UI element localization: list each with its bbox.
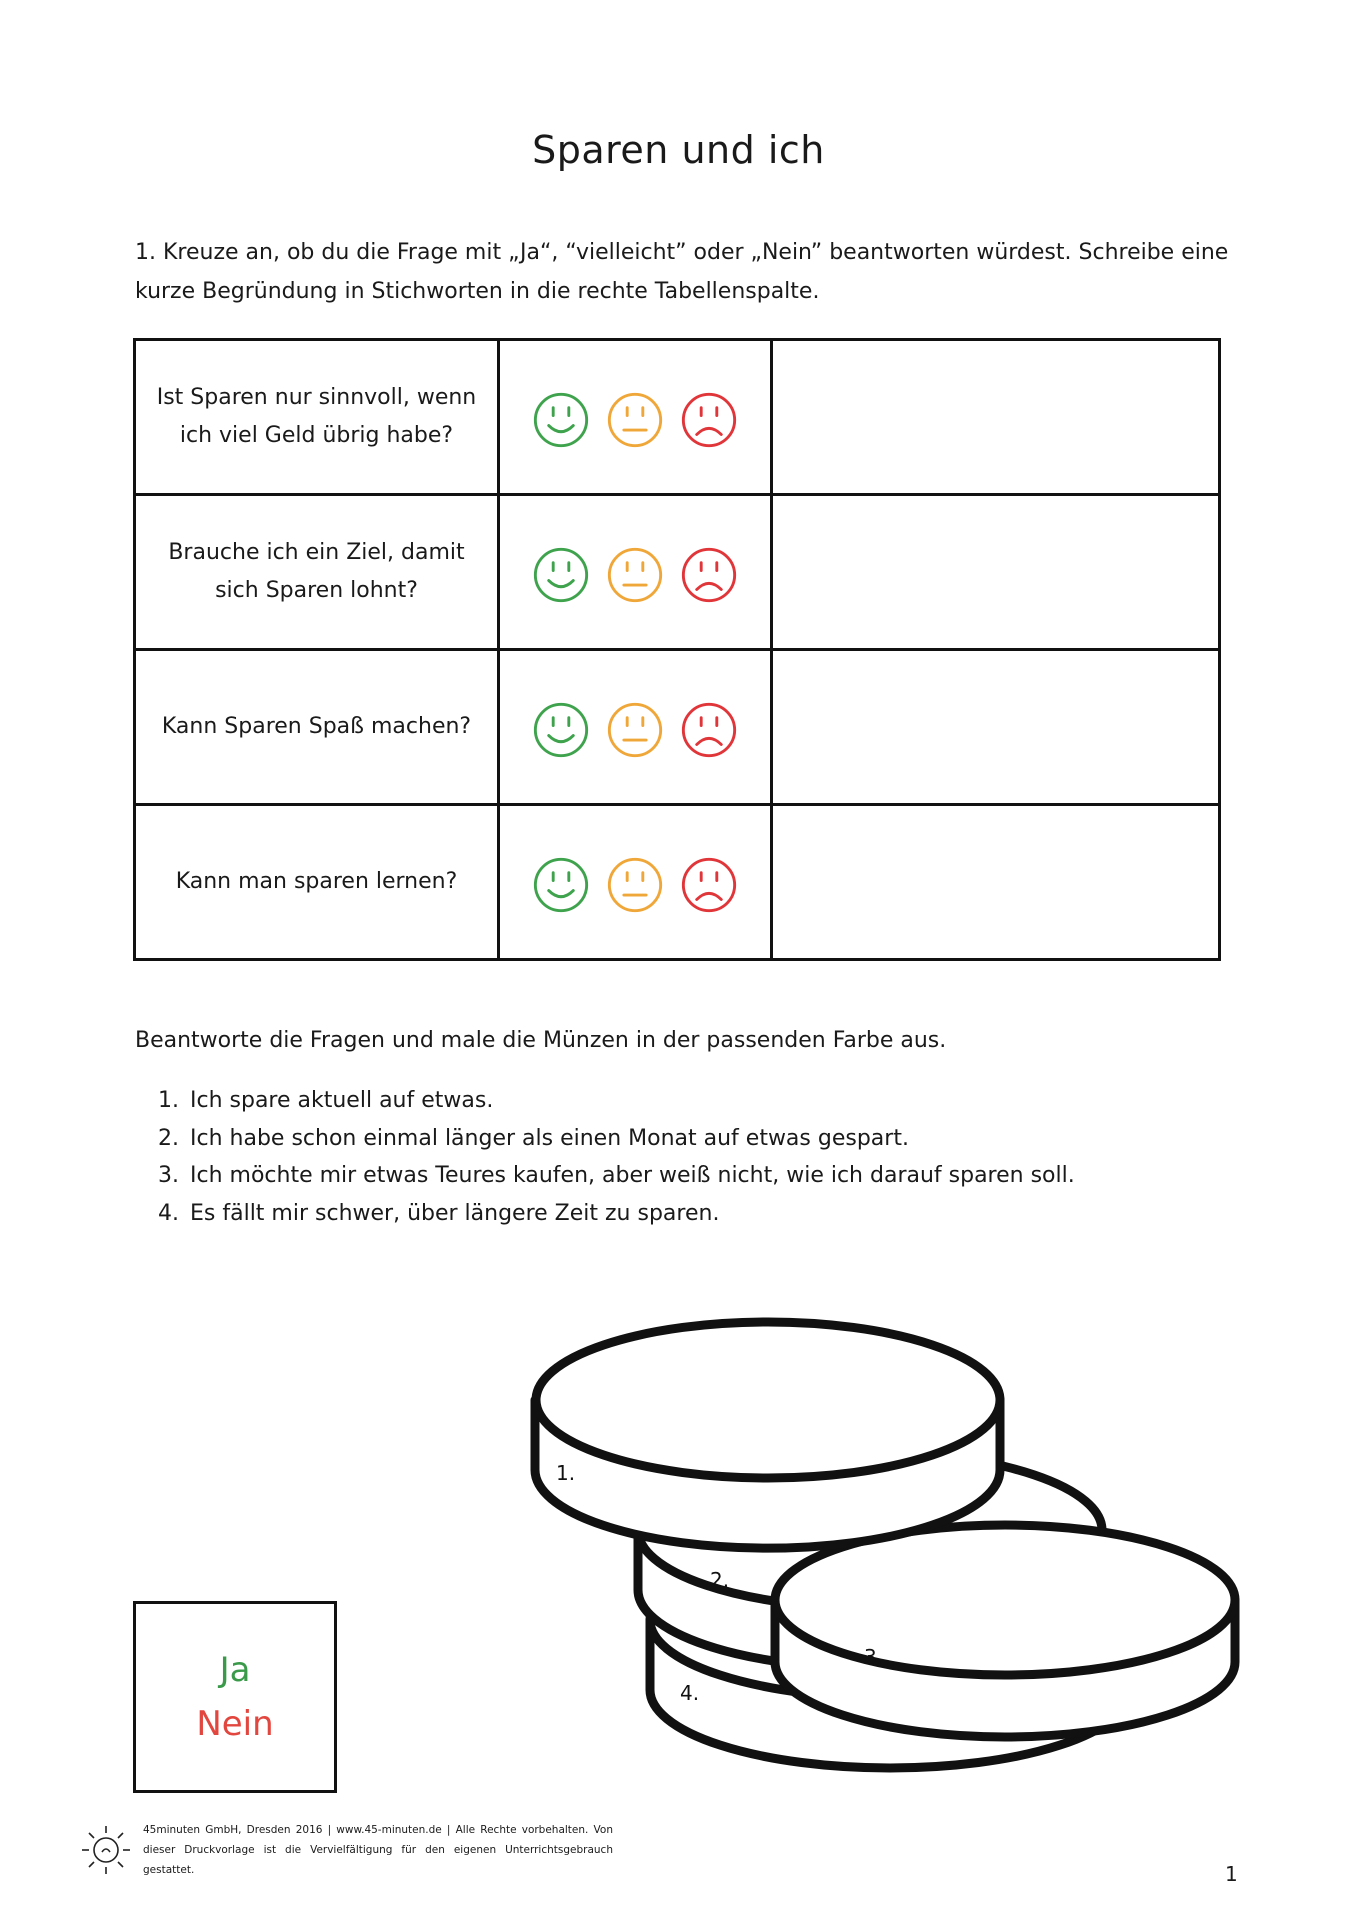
question-row — [135, 495, 1220, 650]
question-text: Kann Sparen Spaß machen? — [161, 714, 472, 739]
reason-answer-cell[interactable] — [772, 805, 1220, 960]
coin-1[interactable] — [535, 1322, 1000, 1548]
happy-face-icon[interactable] — [532, 546, 590, 604]
neutral-face-icon[interactable] — [606, 391, 664, 449]
neutral-face-icon[interactable] — [606, 701, 664, 759]
question-cell — [135, 340, 499, 495]
sad-face-icon[interactable] — [680, 856, 738, 914]
happy-face-icon[interactable] — [532, 856, 590, 914]
rating-cell — [499, 650, 772, 805]
happy-face-icon[interactable] — [532, 701, 590, 759]
question-text: Ist Sparen nur sinnvoll, wenn ich viel Geld übrig habe? — [156, 385, 477, 448]
reason-answer-cell[interactable] — [772, 650, 1220, 805]
statement-item: 3. Ich möchte mir etwas Teures kaufen, aber weiß nicht, wie ich darauf sparen soll. — [186, 1157, 1075, 1195]
footer-copyright: 45minuten GmbH, Dresden 2016 | www.45-minuten.de | Alle Rechte vorbehalten. Von dieser Druckvorlage ist die Vervielfältigung für den eigenen Unterrichtsgebrauch gestattet. — [143, 1824, 613, 1876]
rating-cell — [499, 805, 772, 960]
task-intro: 1. Kreuze an, ob du die Frage mit „Ja“, “vielleicht” oder „Nein” beantworten würdest. Schreibe eine kurze Begründung in Stichworten in die rechte Tabellenspalte. — [135, 240, 1229, 304]
color-legend — [133, 1601, 337, 1793]
question-text: Brauche ich ein Ziel, damit sich Sparen lohnt? — [168, 540, 465, 603]
reason-answer-cell[interactable] — [772, 340, 1220, 495]
question-row — [135, 805, 1220, 960]
coin-label: 1. — [556, 1461, 576, 1485]
coin-label: 2. — [710, 1568, 730, 1592]
statement-item: 1. Ich spare aktuell auf etwas. — [186, 1082, 1075, 1120]
page-number: 1 — [1225, 1862, 1238, 1886]
coin-stack-illustration[interactable] — [520, 1290, 1240, 1810]
question-cell — [135, 650, 499, 805]
legend-nein: Nein — [196, 1704, 274, 1744]
page-title: Sparen und ich — [532, 128, 825, 172]
question-row — [135, 650, 1220, 805]
rating-cell — [499, 340, 772, 495]
sad-face-icon[interactable] — [680, 546, 738, 604]
sun-logo-icon — [76, 1818, 136, 1878]
sad-face-icon[interactable] — [680, 391, 738, 449]
coin-3[interactable] — [775, 1525, 1235, 1737]
rating-cell — [499, 495, 772, 650]
statement-list — [160, 1082, 1075, 1232]
reason-answer-cell[interactable] — [772, 495, 1220, 650]
coin-instruction: Beantworte die Fragen und male die Münzen in der passenden Farbe aus. — [135, 1028, 947, 1053]
happy-face-icon[interactable] — [532, 391, 590, 449]
coin-label: 3. — [864, 1645, 884, 1669]
coin-label: 4. — [680, 1681, 700, 1705]
sad-face-icon[interactable] — [680, 701, 738, 759]
neutral-face-icon[interactable] — [606, 546, 664, 604]
question-text: Kann man sparen lernen? — [175, 869, 458, 894]
question-cell — [135, 805, 499, 960]
statement-item: 2. Ich habe schon einmal länger als einen Monat auf etwas gespart. — [186, 1120, 1075, 1158]
statement-item: 4. Es fällt mir schwer, über längere Zeit zu sparen. — [186, 1195, 1075, 1233]
legend-ja: Ja — [219, 1650, 251, 1690]
question-table — [133, 338, 1221, 961]
neutral-face-icon[interactable] — [606, 856, 664, 914]
question-cell — [135, 495, 499, 650]
question-row — [135, 340, 1220, 495]
